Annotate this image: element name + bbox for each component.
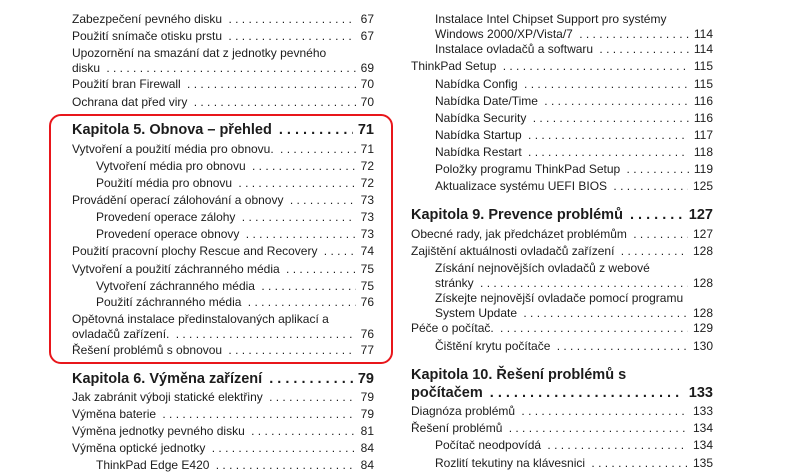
chapter-9-heading[interactable]: Kapitola 9. Prevence problémů 127 . . .: [411, 207, 713, 224]
toc-entry[interactable]: Vytvoření a použití záchranného média 75 . . .: [72, 262, 374, 277]
toc-entry[interactable]: Ochrana dat před viry 70 . . .: [72, 95, 374, 110]
toc-subentry[interactable]: Instalace ovladačů a softwaru 114 . . .: [435, 42, 713, 57]
toc-entry[interactable]: ThinkPad Setup 115 . . .: [411, 59, 713, 74]
toc-subentry[interactable]: Rozlití tekutiny na klávesnici 135 . . .: [435, 456, 713, 471]
toc-entry[interactable]: Zabezpečení pevného disku 67 . . .: [72, 12, 374, 27]
toc-subentry[interactable]: Nabídka Config 115 . . .: [435, 77, 713, 92]
toc-subentry[interactable]: Získání nejnovějších ovladačů z webové stránky . . . 128: [435, 261, 713, 290]
toc-entry[interactable]: Použití pracovní plochy Rescue and Recovery 74 . . .: [72, 244, 374, 259]
toc-subentry[interactable]: Získejte nejnovější ovladače pomocí programu System Update . . . 128: [435, 291, 713, 320]
toc-entry[interactable]: Zajištění aktuálnosti ovladačů zařízení 128 . . .: [411, 244, 713, 259]
toc-entry[interactable]: Upozornění na smazání dat z jednotky pevného disku . . . 69: [72, 46, 374, 75]
toc-entry[interactable]: Provádění operací zálohování a obnovy 73 . . .: [72, 193, 374, 208]
toc-subentry[interactable]: Použití média pro obnovu 72 . . .: [96, 176, 374, 191]
toc-subentry[interactable]: Aktualizace systému UEFI BIOS 125 . . .: [435, 179, 713, 194]
toc-subentry[interactable]: ThinkPad Edge E420 84 . . .: [96, 458, 374, 473]
toc-subentry[interactable]: Nabídka Date/Time 116 . . .: [435, 94, 713, 109]
toc-subentry[interactable]: Nabídka Security 116 . . .: [435, 111, 713, 126]
toc-subentry[interactable]: Instalace Intel Chipset Support pro systémy Windows 2000/XP/Vista/7 . . . 114: [435, 12, 713, 41]
toc-subentry[interactable]: Použití záchranného média 76 . . .: [96, 295, 374, 310]
toc-subentry[interactable]: Položky programu ThinkPad Setup 119 . . .: [435, 162, 713, 177]
chapter-6-heading[interactable]: Kapitola 6. Výměna zařízení 79 . . .: [72, 371, 374, 388]
toc-entry[interactable]: Opětovná instalace předinstalovaných aplikací a ovladačů zařízení. . . . 76: [72, 312, 374, 341]
toc-entry[interactable]: Péče o počítač. 129 . . .: [411, 321, 713, 336]
toc-entry[interactable]: Výměna jednotky pevného disku 81 . . .: [72, 424, 374, 439]
toc-subentry[interactable]: Vytvoření média pro obnovu 72 . . .: [96, 159, 374, 174]
toc-subentry[interactable]: Nabídka Startup 117 . . .: [435, 128, 713, 143]
toc-subentry[interactable]: Nabídka Restart 118 . . .: [435, 145, 713, 160]
toc-entry[interactable]: Jak zabránit výboji statické elektřiny 79 . . .: [72, 390, 374, 405]
toc-entry[interactable]: Řešení problémů s obnovou 77 . . .: [72, 343, 374, 358]
toc-entry[interactable]: Řešení problémů 134 . . .: [411, 421, 713, 436]
chapter-10-heading[interactable]: Kapitola 10. Řešení problémů s počítačem . . . 133: [411, 366, 713, 402]
toc-entry[interactable]: Diagnóza problémů 133 . . .: [411, 404, 713, 419]
toc-subentry[interactable]: Provedení operace zálohy 73 . . .: [96, 210, 374, 225]
toc-entry[interactable]: Použití bran Firewall 70 . . .: [72, 77, 374, 92]
chapter-5-heading[interactable]: Kapitola 5. Obnova – přehled 71 . . .: [72, 122, 374, 139]
toc-entry[interactable]: Výměna optické jednotky 84 . . .: [72, 441, 374, 456]
toc-entry[interactable]: Použití snímače otisku prstu 67 . . .: [72, 29, 374, 44]
toc-entry[interactable]: Výměna baterie 79 . . .: [72, 407, 374, 422]
toc-subentry[interactable]: Vytvoření záchranného média 75 . . .: [96, 279, 374, 294]
toc-subentry[interactable]: Čištění krytu počítače 130 . . .: [435, 339, 713, 354]
toc-entry[interactable]: Obecné rady, jak předcházet problémům 127 . . .: [411, 227, 713, 242]
toc-subentry[interactable]: Počítač neodpovídá 134 . . .: [435, 438, 713, 453]
toc-subentry[interactable]: Provedení operace obnovy 73 . . .: [96, 227, 374, 242]
toc-entry[interactable]: Vytvoření a použití média pro obnovu. 71 . . .: [72, 142, 374, 157]
